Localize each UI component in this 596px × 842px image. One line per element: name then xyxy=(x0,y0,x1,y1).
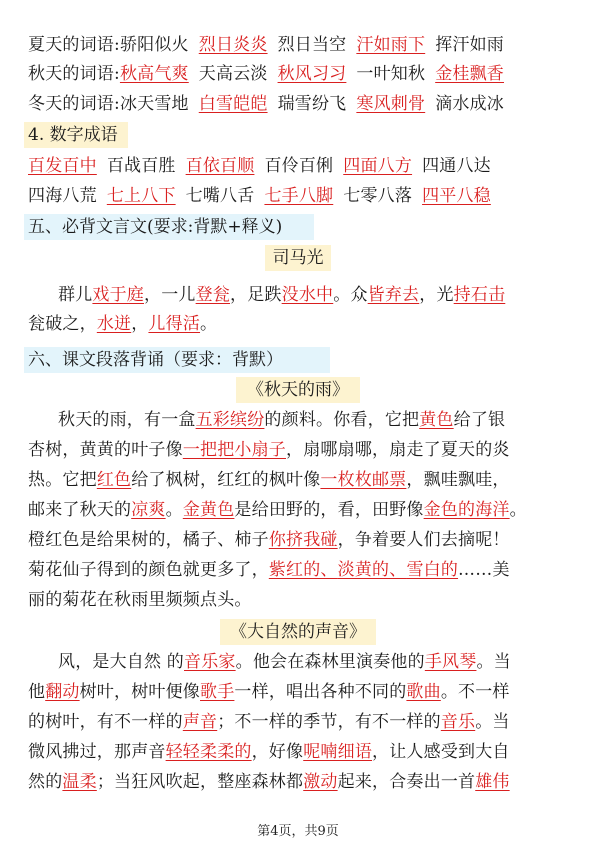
vocab-word-highlight: 白雪皑皑 xyxy=(198,94,268,114)
text: 微风拂过，那声音 xyxy=(28,742,166,762)
autumn-rain-line-6 xyxy=(28,558,572,582)
text: 瓮破之， xyxy=(28,314,97,334)
text-highlight: 歌曲 xyxy=(406,682,441,702)
text-highlight: 紫红的、 xyxy=(268,560,338,580)
idiom-highlight: 百发百中 xyxy=(28,156,97,176)
autumn-rain-line-5 xyxy=(28,528,572,552)
idiom: 七嘴八舌 xyxy=(185,186,255,206)
vocab-word-highlight: 寒风刺骨 xyxy=(356,94,426,114)
winter-vocab-line xyxy=(28,92,572,116)
text-highlight: 声音 xyxy=(182,712,218,732)
idiom: 百战百胜 xyxy=(106,156,176,176)
vocab-word: 一叶知秋 xyxy=(356,64,426,84)
section-4-heading: 4. 数字成语 xyxy=(28,125,118,145)
nature-sound-line-4 xyxy=(28,740,572,764)
idiom: 四海八荒 xyxy=(28,186,97,206)
text-highlight: 皆弃去 xyxy=(367,285,420,305)
text-highlight: 黄色 xyxy=(419,410,454,430)
vocab-word-highlight: 金桂飘香 xyxy=(435,64,504,84)
idiom-highlight: 四平八稳 xyxy=(422,186,491,206)
section-6-heading: 六、课文段落背诵（要求：背默） xyxy=(28,350,283,370)
text: ，好像 xyxy=(251,742,304,762)
text: 是给田野的，看，田野像 xyxy=(234,500,424,520)
text: 。众 xyxy=(333,285,368,305)
text: ……美 xyxy=(458,560,510,580)
nature-sound-line-2 xyxy=(28,680,572,704)
text: ；不一样的季节，有不一样的 xyxy=(217,712,441,732)
text-highlight: 手风琴 xyxy=(424,652,477,672)
number-idioms-row-1 xyxy=(28,154,572,178)
classical-line-1 xyxy=(58,283,572,307)
classical-title: 司马光 xyxy=(265,245,331,271)
text: ；当狂风吹起，整座森林都 xyxy=(96,772,304,792)
text: 的颜料。你看，它把 xyxy=(264,410,420,430)
text-highlight: 一枚枚邮票 xyxy=(320,470,407,490)
idiom-highlight: 百依百顺 xyxy=(185,156,255,176)
text-highlight: 红色 xyxy=(96,470,132,490)
text-highlight: 没水中 xyxy=(281,285,334,305)
text-highlight: 歌手 xyxy=(200,682,235,702)
text: ，飘哇飘哇， xyxy=(406,470,510,490)
text: 丽的菊花在秋雨里频频点头。 xyxy=(28,590,252,610)
autumn-vocab-line xyxy=(28,62,572,86)
vocab-word-highlight: 秋高气爽 xyxy=(119,64,189,84)
text: ，争着要人们去摘呢！ xyxy=(337,530,510,550)
autumn-rain-line-3 xyxy=(28,468,572,492)
text: ，一儿 xyxy=(144,285,196,305)
text: 他 xyxy=(28,682,46,702)
text: 树叶，树叶便像 xyxy=(79,682,201,702)
vocab-word: 挥汗如雨 xyxy=(435,35,504,55)
idiom-highlight: 七手八脚 xyxy=(264,186,334,206)
text: ，扇哪扇哪，扇走了夏天的炎 xyxy=(286,440,510,460)
idiom: 四通八达 xyxy=(422,156,491,176)
classical-line-2 xyxy=(28,312,572,336)
text: 给了银 xyxy=(453,410,506,430)
text: 风，是大自然 的 xyxy=(58,652,185,672)
text-highlight: 你挤我碰 xyxy=(268,530,338,550)
text: ， xyxy=(131,314,149,334)
autumn-rain-line-7 xyxy=(28,588,572,612)
text-highlight: 温柔 xyxy=(62,772,97,792)
vocab-word: 冰天雪地 xyxy=(119,94,189,114)
idiom: 七零八落 xyxy=(343,186,413,206)
vocab-label: 夏天的词语: xyxy=(28,35,120,55)
vocab-label: 冬天的词语: xyxy=(28,94,120,114)
text-highlight: 凉爽 xyxy=(131,500,166,520)
idiom: 百伶百俐 xyxy=(264,156,334,176)
vocab-word: 滴水成冰 xyxy=(435,94,504,114)
nature-sound-line-3 xyxy=(28,710,572,734)
text-highlight: 呢喃细语 xyxy=(303,742,373,762)
text-highlight: 音乐 xyxy=(440,712,476,732)
text: 。不一样 xyxy=(440,682,510,702)
text-highlight: 五彩缤纷 xyxy=(195,410,265,430)
text: 群儿 xyxy=(58,285,93,305)
text: 给了枫树，红红的枫叶像 xyxy=(131,470,321,490)
vocab-word-highlight: 汗如雨下 xyxy=(356,35,426,55)
text: 邮来了秋天的 xyxy=(28,500,132,520)
nature-sound-line-1 xyxy=(58,650,572,674)
vocab-word-highlight: 烈日炎炎 xyxy=(198,35,268,55)
text: 杏树，黄黄的叶子像 xyxy=(28,440,183,460)
nature-sound-title: 《大自然的声音》 xyxy=(220,619,376,645)
text: 热。它把 xyxy=(28,470,97,490)
text: 橙红色是给果树的，橘子、柿子 xyxy=(28,530,269,550)
text: 的树叶，有不一样的 xyxy=(28,712,183,732)
vocab-word: 骄阳似火 xyxy=(119,35,189,55)
vocab-label: 秋天的词语: xyxy=(28,64,120,84)
text: 。他会在森林里演奏他的 xyxy=(235,652,425,672)
text-highlight: 水迸 xyxy=(96,314,132,334)
text-highlight: 金黄色 xyxy=(182,500,235,520)
text-highlight: 轻轻柔柔的 xyxy=(165,742,252,762)
text-highlight: 雪白的 xyxy=(406,560,459,580)
idiom-highlight: 四面八方 xyxy=(343,156,413,176)
vocab-word: 烈日当空 xyxy=(277,35,347,55)
text: ，足跌 xyxy=(230,285,282,305)
text: ，光 xyxy=(419,285,454,305)
text: 秋天的雨，有一盒 xyxy=(58,410,196,430)
vocab-word: 瑞雪纷飞 xyxy=(277,94,347,114)
text-highlight: 儿得活 xyxy=(148,314,201,334)
text-highlight: 登瓮 xyxy=(195,285,231,305)
text: 起来，合奏出一首 xyxy=(337,772,476,792)
text-highlight: 一把把小扇子 xyxy=(182,440,287,460)
idiom-highlight: 七上八下 xyxy=(106,186,176,206)
autumn-rain-title: 《秋天的雨》 xyxy=(236,377,360,403)
vocab-word-highlight: 秋风习习 xyxy=(277,64,347,84)
text-highlight: 持石击 xyxy=(453,285,506,305)
text-highlight: 淡黄的、 xyxy=(337,560,407,580)
autumn-rain-line-1 xyxy=(58,408,572,432)
text-highlight: 激动 xyxy=(303,772,338,792)
text-highlight: 翻动 xyxy=(45,682,80,702)
text: 菊花仙子得到的颜色就更多了， xyxy=(28,560,269,580)
text: 。 xyxy=(200,314,218,334)
text-highlight: 金色的海洋 xyxy=(423,500,510,520)
autumn-rain-line-4 xyxy=(28,498,572,522)
text-highlight: 雄伟 xyxy=(475,772,510,792)
nature-sound-line-5 xyxy=(28,770,572,794)
page-number: 第4页，共9页 xyxy=(257,824,339,839)
vocab-word: 天高云淡 xyxy=(198,64,268,84)
text-highlight: 戏于庭 xyxy=(92,285,145,305)
text: 。 xyxy=(509,500,527,520)
text: 。当 xyxy=(476,652,511,672)
autumn-rain-line-2 xyxy=(28,438,572,462)
text: 一样，唱出各种不同的 xyxy=(234,682,407,702)
text: 然的 xyxy=(28,772,63,792)
number-idioms-row-2 xyxy=(28,184,572,208)
summer-vocab-line xyxy=(28,33,572,57)
text-highlight: 音乐家 xyxy=(184,652,236,672)
text: 。 xyxy=(165,500,183,520)
text: 。当 xyxy=(475,712,510,732)
section-5-heading: 五、必背文言文(要求:背默+释义) xyxy=(28,217,283,237)
text: ，让人感受到大自 xyxy=(372,742,510,762)
